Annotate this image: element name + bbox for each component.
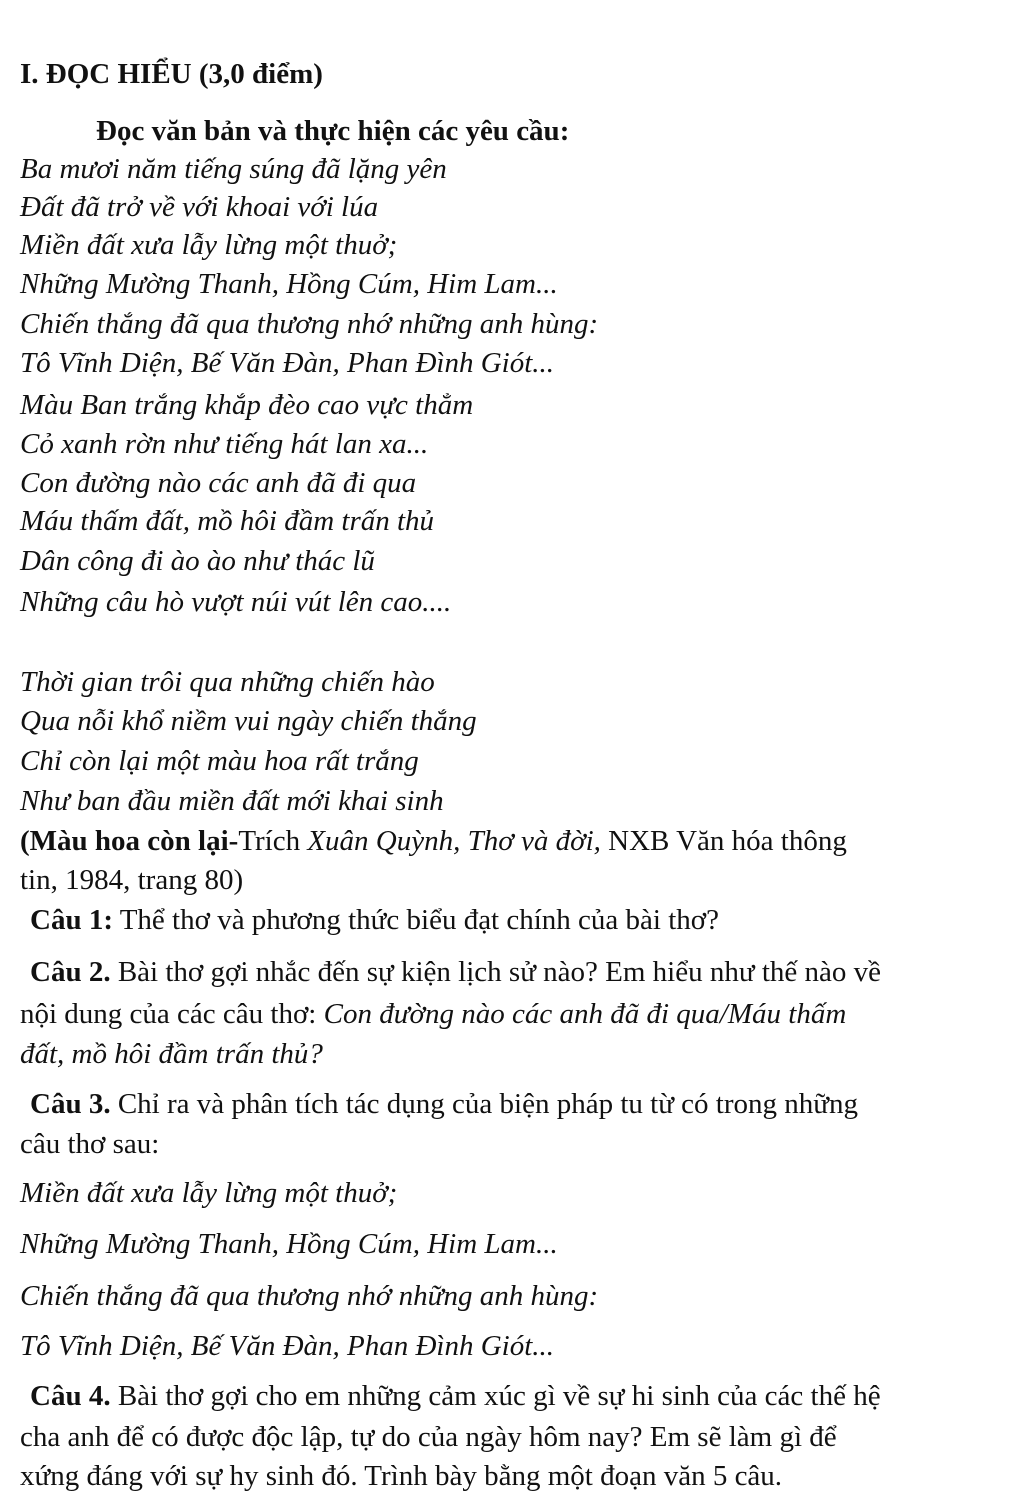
poem-line: Chiến thắng đã qua thương nhớ những anh hùng: xyxy=(20,308,599,340)
question-text: Bài thơ gợi nhắc đến sự kiện lịch sử nào? Em hiểu như thế nào về xyxy=(110,956,882,988)
poem-line: Cỏ xanh rờn như tiếng hát lan xa... xyxy=(20,428,429,460)
poem-line: Con đường nào các anh đã đi qua xyxy=(20,467,417,499)
poem-line: Đất đã trở về với khoai với lúa xyxy=(20,191,379,223)
question-4 xyxy=(30,1380,881,1413)
poem-line: Như ban đầu miền đất mới khai sinh xyxy=(20,785,444,817)
question-label: Câu 2. xyxy=(30,956,111,988)
question-3-quote-line: Những Mường Thanh, Hồng Cúm, Him Lam... xyxy=(20,1228,558,1260)
question-label: Câu 3. xyxy=(30,1088,111,1120)
source-citation xyxy=(20,825,847,858)
source-citation-cont: tin, 1984, trang 80) xyxy=(20,864,244,896)
section-title: I. ĐỌC HIỂU (3,0 điểm) xyxy=(20,58,323,90)
question-quote: Con đường nào các anh đã đi qua/Máu thấm xyxy=(323,998,847,1030)
poem-line: Màu Ban trắng khắp đèo cao vực thẳm xyxy=(20,389,474,421)
question-3 xyxy=(30,1088,858,1121)
poem-line: Những Mường Thanh, Hồng Cúm, Him Lam... xyxy=(20,268,558,300)
question-label: Câu 1: xyxy=(30,904,113,936)
question-1 xyxy=(30,904,719,937)
instruction-heading: Đọc văn bản và thực hiện các yêu cầu: xyxy=(96,115,570,147)
question-text: Thể thơ và phương thức biểu đạt chính của bài thơ? xyxy=(112,904,719,936)
question-3-quote-line: Miền đất xưa lẫy lừng một thuở; xyxy=(20,1177,398,1209)
poem-line: Dân công đi ào ào như thác lũ xyxy=(20,545,375,577)
question-text: nội dung của các câu thơ: xyxy=(20,998,324,1030)
source-author: Xuân Quỳnh, Thơ và đời, xyxy=(307,825,601,857)
question-label: Câu 4. xyxy=(30,1380,111,1412)
poem-line: Miền đất xưa lẫy lừng một thuở; xyxy=(20,229,398,261)
question-3-quote-line: Chiến thắng đã qua thương nhớ những anh hùng: xyxy=(20,1280,599,1312)
source-trich: Trích xyxy=(238,825,308,857)
question-text: Chỉ ra và phân tích tác dụng của biện pháp tu từ có trong những xyxy=(110,1088,858,1120)
poem-line: Những câu hò vượt núi vút lên cao.... xyxy=(20,586,452,618)
source-title: (Màu hoa còn lại- xyxy=(20,825,239,857)
question-2-line-2 xyxy=(20,998,846,1031)
question-4-line-2: cha anh để có được độc lập, tự do của ngày hôm nay? Em sẽ làm gì để xyxy=(20,1421,837,1453)
source-publisher: NXB Văn hóa thông xyxy=(600,825,847,857)
poem-line: Máu thấm đất, mồ hôi đầm trấn thủ xyxy=(20,505,435,537)
question-2 xyxy=(30,956,881,989)
poem-line: Tô Vĩnh Diện, Bế Văn Đàn, Phan Đình Giót... xyxy=(20,347,555,379)
poem-line: Qua nỗi khổ niềm vui ngày chiến thắng xyxy=(20,705,477,737)
question-3-line-2: câu thơ sau: xyxy=(20,1128,160,1160)
question-text: Bài thơ gợi cho em những cảm xúc gì về sự hi sinh của các thế hệ xyxy=(110,1380,881,1412)
poem-line: Thời gian trôi qua những chiến hào xyxy=(20,666,435,698)
question-3-quote-line: Tô Vĩnh Diện, Bế Văn Đàn, Phan Đình Giót... xyxy=(20,1330,555,1362)
poem-line: Chỉ còn lại một màu hoa rất trắng xyxy=(20,745,419,777)
poem-line: Ba mươi năm tiếng súng đã lặng yên xyxy=(20,153,447,185)
question-2-line-3: đất, mồ hôi đầm trấn thủ? xyxy=(20,1038,323,1070)
question-4-line-3: xứng đáng với sự hy sinh đó. Trình bày bằng một đoạn văn 5 câu. xyxy=(20,1460,783,1492)
